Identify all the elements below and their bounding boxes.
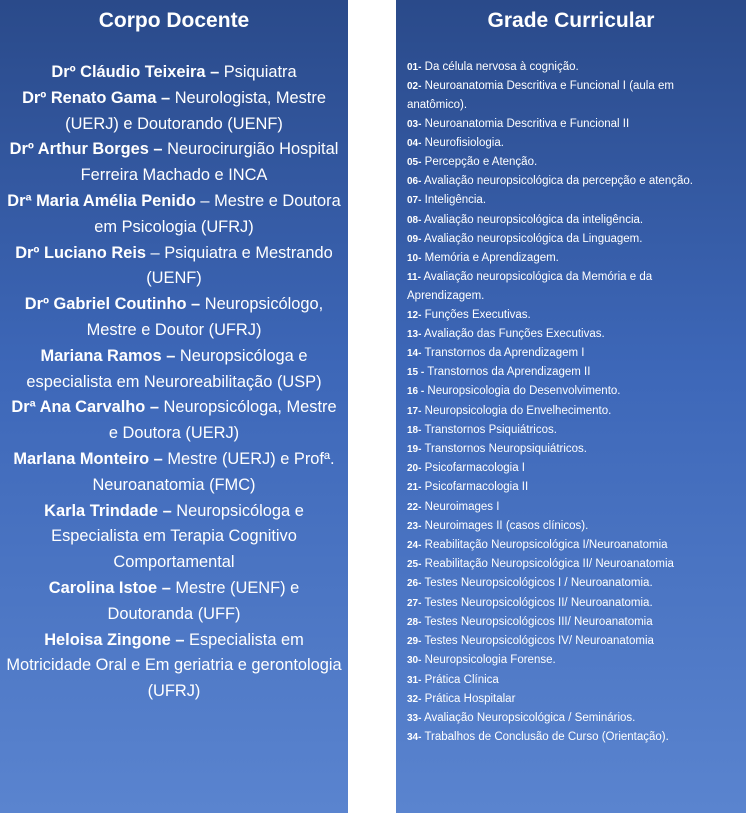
course-number: 12-: [407, 309, 422, 321]
course-number: 06-: [407, 176, 422, 188]
course-title: Neuroimages II (casos clínicos).: [421, 519, 589, 532]
faculty-member-name: Heloisa Zingone –: [44, 630, 185, 649]
course-title: Reabilitação Neuropsicológica II/ Neuroanatomia: [421, 558, 674, 571]
course-number: 27-: [407, 597, 422, 609]
course-number: 32-: [407, 693, 422, 705]
faculty-member-name: Drº Luciano Reis: [15, 243, 146, 262]
course-title: Transtornos da Aprendizagem II: [424, 366, 591, 379]
course-number: 30-: [407, 655, 422, 667]
course-number: 10-: [407, 253, 422, 265]
faculty-member-name: Drª Maria Amélia Penido: [7, 191, 196, 210]
course-item: [407, 555, 732, 574]
grade-curricular-panel: [396, 0, 746, 813]
course-number: 05-: [407, 157, 422, 169]
grade-curricular-title: Grade Curricular: [487, 9, 655, 32]
course-title: Avaliação neuropsicológica da Memória e da Aprendizagem.: [407, 271, 653, 303]
course-number: 33-: [407, 712, 422, 724]
course-title: Avaliação Neuropsicológica / Seminários.: [421, 711, 636, 724]
course-title: Neuroanatomia Descritiva e Funcional I (aula em anatômico).: [407, 80, 674, 112]
faculty-member: [6, 344, 342, 396]
faculty-member-name: Mariana Ramos –: [40, 346, 176, 365]
course-item: [407, 115, 732, 134]
corpo-docente-title: Corpo Docente: [98, 9, 250, 32]
course-number: 09-: [407, 233, 422, 245]
faculty-member-description: – Psiquiatra e Mestrando (UENF): [145, 243, 333, 288]
faculty-member: [6, 447, 342, 499]
course-title: Testes Neuropsicológicos I / Neuroanatomia.: [421, 577, 653, 590]
course-number: 19-: [407, 444, 422, 456]
faculty-member-description: Neuropsicóloga e Especialista em Terapia Cognitivo Comportamental: [51, 501, 304, 572]
course-item: [407, 574, 732, 593]
course-title: Testes Neuropsicológicos III/ Neuroanatomia: [421, 615, 653, 628]
faculty-member: [6, 628, 342, 705]
course-title: Reabilitação Neuropsicológica I/Neuroanatomia: [421, 539, 668, 552]
course-item: [407, 134, 732, 153]
course-item: [407, 306, 732, 325]
faculty-member-name: Carolina Istoe –: [48, 578, 171, 597]
course-item: [407, 382, 732, 401]
course-title: Neuropsicologia Forense.: [421, 654, 556, 667]
corpo-docente-panel: [0, 0, 348, 813]
faculty-member-description: Especialista em Motricidade Oral e Em geriatria e gerontologia (UFRJ): [6, 630, 342, 701]
course-title: Testes Neuropsicológicos II/ Neuroanatomia.: [421, 596, 653, 609]
course-title: Avaliação neuropsicológica da Linguagem.: [421, 232, 643, 245]
course-title: Avaliação das Funções Executivas.: [421, 327, 605, 340]
course-item: [407, 498, 732, 517]
faculty-member: [6, 86, 342, 138]
course-number: 25-: [407, 559, 422, 571]
course-title: Funções Executivas.: [421, 308, 531, 321]
course-item: [407, 268, 732, 305]
course-item: [407, 249, 732, 268]
course-title: Neurofisiologia.: [421, 136, 504, 149]
faculty-member-name: Drº Gabriel Coutinho –: [24, 295, 201, 314]
faculty-member-name: Karla Trindade –: [44, 501, 172, 520]
course-item: [407, 421, 732, 440]
faculty-list: [0, 60, 348, 705]
faculty-member: [6, 292, 342, 344]
course-number: 14-: [407, 348, 422, 360]
course-number: 03-: [407, 118, 422, 130]
faculty-member-name: Drº Cláudio Teixeira –: [51, 63, 220, 81]
course-item: [407, 363, 732, 382]
faculty-member-description: Psiquiatra: [219, 63, 297, 81]
course-number: 08-: [407, 214, 422, 226]
course-number: 29-: [407, 636, 422, 648]
course-number: 26-: [407, 578, 422, 590]
course-number: 23-: [407, 520, 422, 532]
course-number: 13-: [407, 328, 422, 340]
course-title: Avaliação neuropsicológica da inteligência.: [421, 213, 644, 226]
course-title: Transtornos Psiquiátricos.: [421, 423, 557, 436]
course-title: Psicofarmacologia II: [421, 481, 529, 494]
course-item: [407, 459, 732, 478]
course-title: Avaliação neuropsicológica da percepção e atenção.: [421, 175, 693, 188]
course-title: Inteligência.: [421, 194, 487, 207]
course-number: 07-: [407, 195, 422, 207]
course-title: Memória e Aprendizagem.: [421, 252, 559, 265]
course-number: 24-: [407, 540, 422, 552]
faculty-member: [6, 189, 342, 241]
course-number: 01-: [407, 62, 422, 73]
faculty-member: [6, 137, 342, 189]
course-number: 18-: [407, 424, 422, 436]
faculty-member: [6, 576, 342, 628]
course-item: [407, 517, 732, 536]
course-title: Neuroanatomia Descritiva e Funcional II: [421, 117, 630, 130]
course-item: [407, 153, 732, 172]
course-item: [407, 613, 732, 632]
course-title: Trabalhos de Conclusão de Curso (Orientação).: [421, 731, 669, 744]
course-item: [407, 344, 732, 363]
course-title: Transtornos da Aprendizagem I: [421, 347, 585, 360]
faculty-member-name: Marlana Monteiro –: [13, 449, 163, 468]
course-number: 15 -: [407, 367, 425, 379]
faculty-member-description: Neuropsicóloga e especialista em Neuroreabilitação (USP): [26, 346, 322, 391]
faculty-member-description: Neurocirurgião Hospital Ferreira Machado e INCA: [80, 140, 339, 185]
course-title: Prática Clínica: [421, 673, 499, 686]
course-title: Psicofarmacologia I: [421, 462, 525, 475]
course-item: [407, 709, 732, 728]
faculty-member: [6, 395, 342, 447]
course-list: [396, 58, 746, 747]
course-item: [407, 58, 732, 77]
faculty-member-description: Mestre (UERJ) e Profª. Neuroanatomia (FMC): [92, 449, 335, 494]
faculty-member-description: Neuropsicólogo, Mestre e Doutor (UFRJ): [86, 295, 324, 339]
course-item: [407, 191, 732, 210]
course-number: 04-: [407, 137, 422, 149]
course-number: 11-: [407, 272, 421, 284]
course-item: [407, 230, 732, 249]
course-title: Neuroimages I: [421, 500, 500, 513]
course-item: [407, 632, 732, 651]
faculty-member-description: – Mestre e Doutora em Psicologia (UFRJ): [94, 191, 341, 236]
faculty-member: [6, 60, 342, 86]
course-title: Da célula nervosa à cognição.: [421, 61, 579, 73]
course-item: [407, 402, 732, 421]
faculty-member-description: Mestre (UENF) e Doutoranda (UFF): [107, 578, 300, 623]
course-title: Testes Neuropsicológicos IV/ Neuroanatomia: [421, 635, 654, 648]
course-item: [407, 651, 732, 670]
faculty-member: [6, 499, 342, 576]
faculty-member-description: Neuropsicóloga, Mestre e Doutora (UERJ): [108, 398, 337, 443]
course-item: [407, 728, 732, 747]
course-item: [407, 690, 732, 709]
course-title: Neuropsicologia do Envelhecimento.: [421, 404, 612, 417]
course-number: 16 -: [407, 386, 425, 398]
course-number: 21-: [407, 482, 422, 494]
faculty-member-name: Drº Renato Gama –: [22, 88, 171, 107]
course-item: [407, 325, 732, 344]
course-number: 28-: [407, 616, 422, 628]
course-number: 31-: [407, 674, 422, 686]
course-number: 20-: [407, 463, 422, 475]
course-title: Prática Hospitalar: [421, 692, 516, 705]
faculty-member-name: Drº Arthur Borges –: [9, 140, 163, 159]
course-title: Transtornos Neuropsiquiátricos.: [421, 443, 588, 456]
course-item: [407, 671, 732, 690]
course-item: [407, 77, 732, 114]
course-item: [407, 440, 732, 459]
course-item: [407, 478, 732, 497]
course-number: 22-: [407, 501, 422, 513]
course-title: Percepção e Atenção.: [421, 156, 538, 169]
course-title: Neuropsicologia do Desenvolvimento.: [424, 385, 621, 398]
course-number: 17-: [407, 405, 422, 417]
course-item: [407, 172, 732, 191]
faculty-member-description: Neurologista, Mestre (UERJ) e Doutorando (UENF): [65, 88, 326, 133]
course-item: [407, 211, 732, 230]
faculty-member-name: Drª Ana Carvalho –: [11, 398, 159, 417]
course-item: [407, 536, 732, 555]
course-item: [407, 594, 732, 613]
faculty-member: [6, 241, 342, 293]
course-number: 34-: [407, 732, 422, 744]
course-number: 02-: [407, 81, 422, 93]
